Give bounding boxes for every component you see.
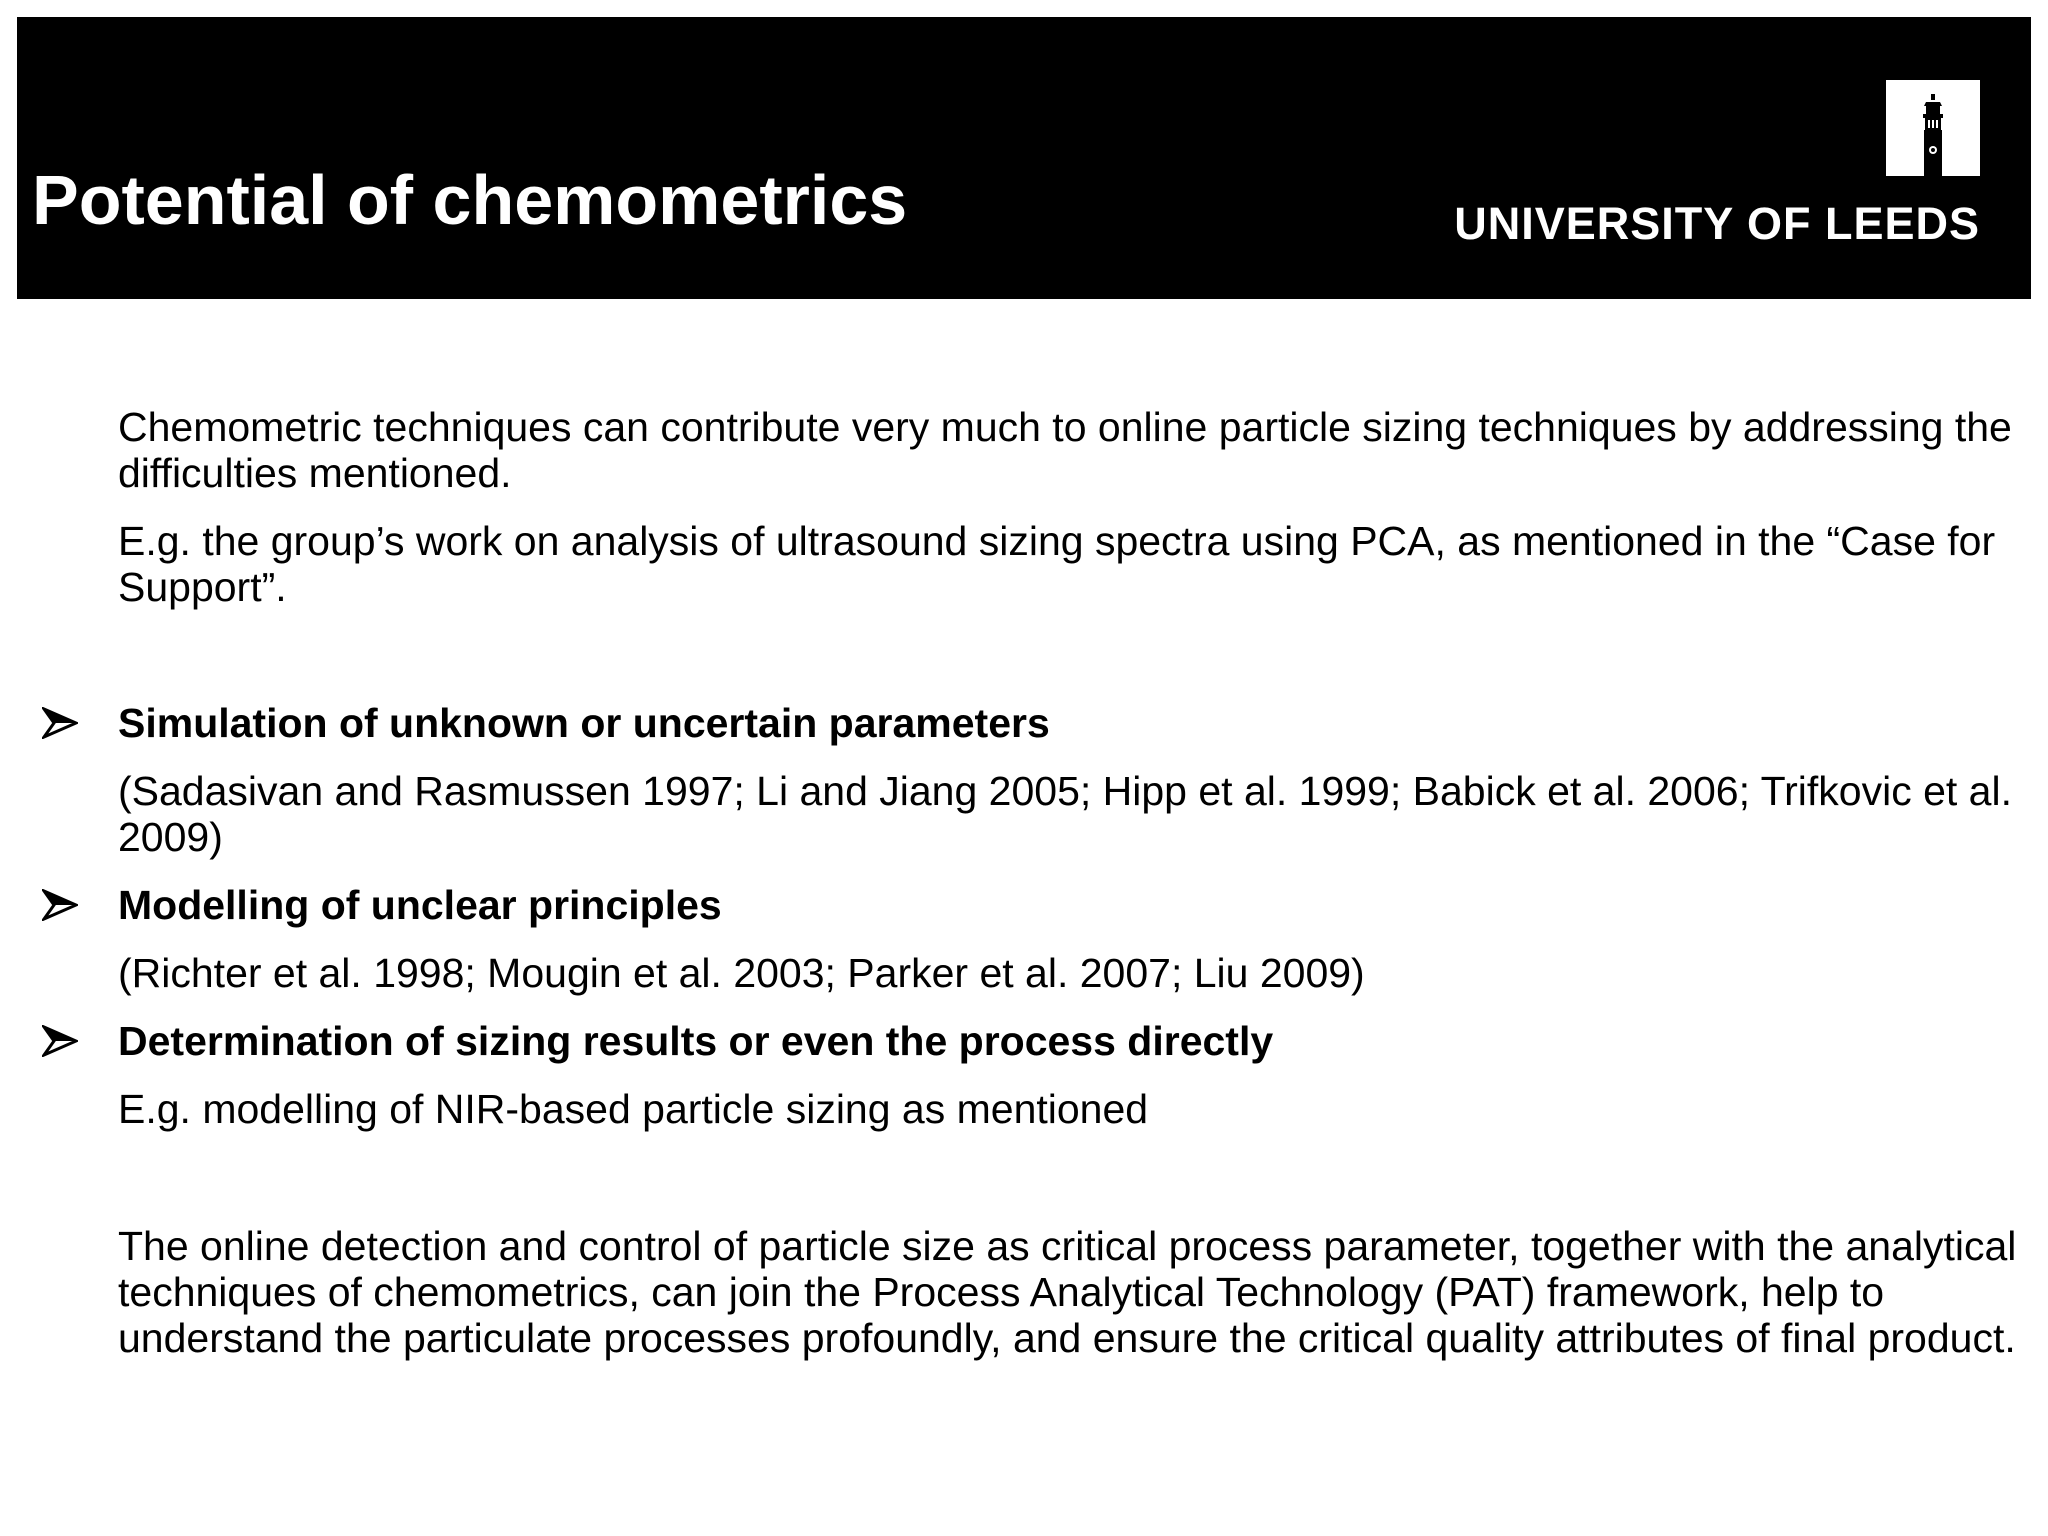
- bullet-title: Modelling of unclear principles: [118, 882, 722, 928]
- intro-paragraph-2: E.g. the group’s work on analysis of ultrasound sizing spectra using PCA, as mentioned in the “Case for Support”.: [118, 518, 1996, 610]
- bullet-title: Simulation of unknown or uncertain parameters: [118, 700, 1050, 746]
- university-name: UNIVERSITY OF LEEDS: [1454, 198, 1980, 249]
- conclusion-paragraph: The online detection and control of particle size as critical process parameter, together with the analytical techniques of chemometrics, can join the Process Analytical Technology (PAT) framework, help to understand the particulate processes profoundly, and ensure the critical quality attributes of final product.: [118, 1223, 2017, 1361]
- slide-title: Potential of chemometrics: [32, 161, 908, 239]
- arrow-bullet-icon: [42, 1025, 78, 1057]
- intro-paragraph-1: Chemometric techniques can contribute very much to online particle sizing techniques by addressing the difficulties mentioned.: [118, 404, 2012, 496]
- bullet-detail: (Sadasivan and Rasmussen 1997; Li and Jiang 2005; Hipp et al. 1999; Babick et al. 2006; Trifkovic et al. 2009): [118, 768, 2012, 860]
- bullet-detail: (Richter et al. 1998; Mougin et al. 2003; Parker et al. 2007; Liu 2009): [118, 950, 1365, 996]
- arrow-bullet-icon: [42, 889, 78, 921]
- bullet-title: Determination of sizing results or even the process directly: [118, 1018, 1274, 1064]
- arrow-bullet-icon: [42, 707, 78, 739]
- bullet-detail: E.g. modelling of NIR-based particle sizing as mentioned: [118, 1086, 1149, 1132]
